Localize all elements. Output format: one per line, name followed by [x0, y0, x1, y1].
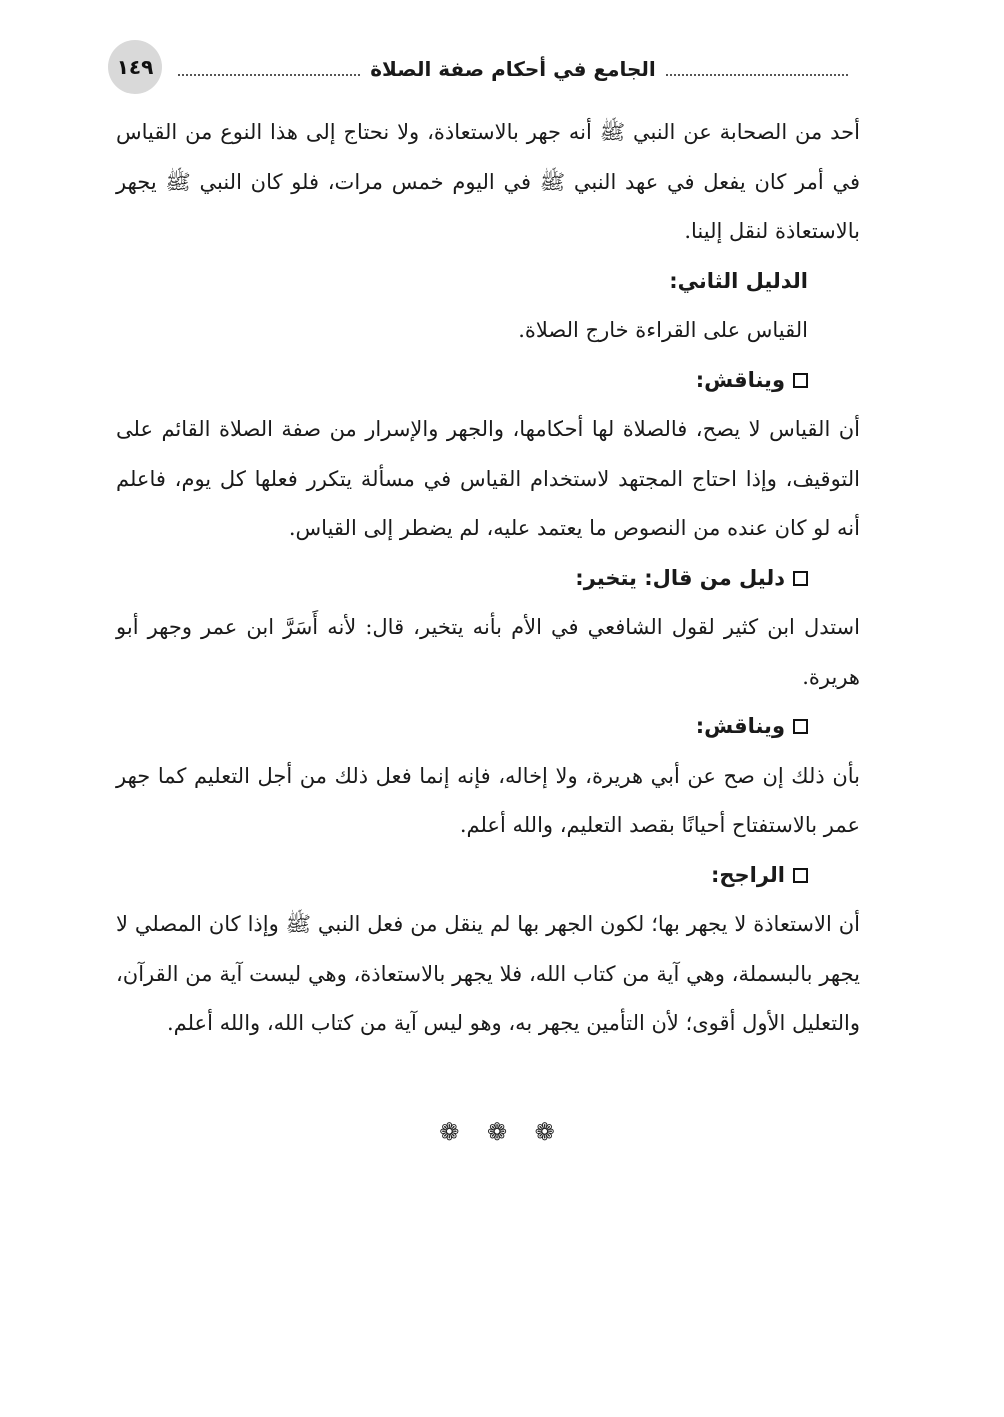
checkbox-icon [793, 373, 808, 388]
header-dots-right [178, 74, 360, 76]
heading-preferred-text: الراجح: [710, 862, 785, 887]
page-header [108, 40, 848, 96]
page-body [116, 108, 860, 1049]
running-header [178, 54, 848, 84]
heading-second-proof: الدليل الثاني: [669, 268, 808, 293]
paragraph-5: بأن ذلك إن صح عن أبي هريرة، ولا إخاله، فإنه إنما فعل ذلك من أجل التعليم كما جهر عمر بالاستفتاح أحيانًا بقصد التعليم، والله أعلم. [116, 763, 860, 837]
checkbox-icon [793, 571, 808, 586]
paragraph-6: أن الاستعاذة لا يجهر بها؛ لكون الجهر بها لم ينقل من فعل النبي ﷺ وإذا كان المصلي لا يجهر بالبسملة، وهي آية من كتاب الله، فلا يجهر بالاستعاذة، وهي ليست آية من القرآن، والتعليل الأول أقوى؛ لأن التأمين يجهر به، وهو ليس آية من كتاب الله، والله أعلم. [116, 912, 860, 1035]
heading-choice-proof [116, 554, 860, 604]
checkbox-icon [793, 719, 808, 734]
heading-discussion-1-text: ويناقش: [695, 367, 785, 392]
heading-discussion-1 [116, 356, 860, 406]
paragraph-1: أحد من الصحابة عن النبي ﷺ أنه جهر بالاستعاذة، ولا نحتاج إلى هذا النوع من القياس في أمر كان يفعل في عهد النبي ﷺ في اليوم خمس مرات، فلو كان النبي ﷺ يجهر بالاستعاذة لنقل إلينا. [116, 120, 860, 243]
page-number: ١٤٩ [108, 40, 162, 94]
heading-discussion-2 [116, 702, 860, 752]
heading-preferred [116, 851, 860, 901]
header-dots-left [666, 74, 848, 76]
section-end-ornament: ❁ ❁ ❁ [439, 1118, 565, 1146]
book-title: الجامع في أحكام صفة الصلاة [370, 57, 656, 81]
paragraph-4: استدل ابن كثير لقول الشافعي في الأم بأنه يتخير، قال: لأنه أَسَرَّ ابن عمر وجهر أبو هريرة. [116, 615, 860, 689]
heading-choice-proof-text: دليل من قال: يتخير: [575, 565, 785, 590]
paragraph-2: القياس على القراءة خارج الصلاة. [518, 318, 808, 342]
paragraph-3: أن القياس لا يصح، فالصلاة لها أحكامها، والجهر والإسرار من صفة الصلاة القائم على التوقيف، وإذا احتاج المجتهد لاستخدام القياس في مسألة يتكرر فعلها كل يوم، فاعلم أنه لو كان عنده من النصوص ما يعتمد عليه، لم يضطر إلى القياس. [116, 417, 861, 540]
checkbox-icon [793, 868, 808, 883]
heading-discussion-2-text: ويناقش: [695, 714, 785, 738]
